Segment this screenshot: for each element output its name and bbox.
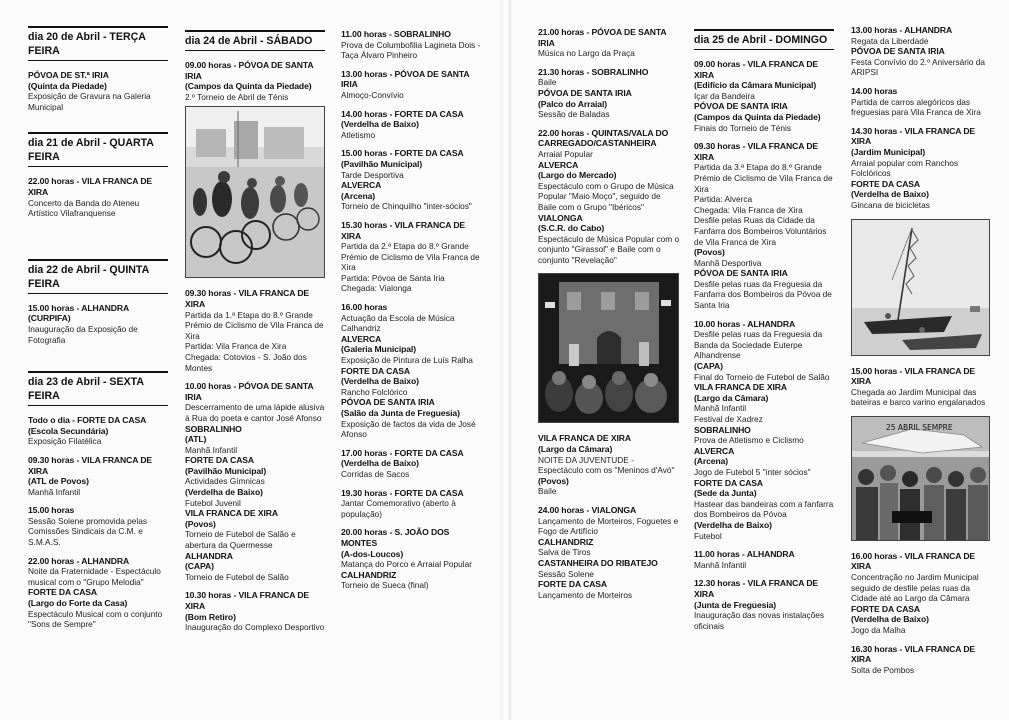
event-time-location: 10.30 horas - VILA FRANCA DE XIRA <box>185 590 310 611</box>
day-heading: dia 22 de Abril - QUINTA FEIRA <box>28 259 168 291</box>
event-location: SOBRALINHO <box>185 423 242 434</box>
event-time-location: 09.30 horas - VILA FRANCA DE XIRA <box>28 454 153 476</box>
event-venue: (Jardim Municipal) <box>851 146 926 157</box>
event-time-location: 21.00 horas - PÓVOA DE SANTA IRIA <box>538 27 667 48</box>
event-description: Desfile pelas ruas da Freguesia da Fanfarra dos Bombeiros da Póvoa de Santa Iria <box>694 278 832 311</box>
event-description: Exposição de Pintura de Luís Ralha <box>341 355 473 366</box>
event-venue: (A-dos-Loucos) <box>341 548 404 559</box>
event-venue: (Palco do Arraial) <box>538 98 608 109</box>
event-description: Matança do Porco e Arraial Popular <box>341 559 472 570</box>
event-description: Solta de Pombos <box>851 664 915 675</box>
event-entry <box>341 448 481 480</box>
event-entry <box>851 366 991 408</box>
event-location: FORTE DA CASA <box>538 579 608 590</box>
event-finish: Chegada: Vila Franca de Xira <box>694 204 803 215</box>
night-concert-photo <box>538 273 679 423</box>
event-description: Desfile pelas Ruas da Cidade da Fanfarra dos Bombeiros Voluntários de Vila Franca de Xira <box>694 215 827 247</box>
day-heading: dia 25 de Abril - DOMINGO <box>694 29 834 47</box>
event-description: Final do Torneio de Futebol de Salão <box>694 371 830 382</box>
event-venue: (Pavilhão Municipal) <box>341 158 423 169</box>
event-description: 2.º Torneio de Abril de Ténis <box>185 91 289 102</box>
event-description: Exposição Filatélica <box>28 436 102 447</box>
event-venue: (Sede da Junta) <box>694 488 757 499</box>
event-venue: (Verdelha de Baixo) <box>341 376 419 387</box>
event-location: FORTE DA CASA <box>341 365 411 376</box>
event-description: Partida de carros alegóricos das freguesias para Vila Franca de Xira <box>851 96 981 118</box>
event-venue: (Arcena) <box>341 190 376 201</box>
event-venue: (Povos) <box>694 247 725 258</box>
event-description: Espectáculo Musical com o conjunto "Sons de Sempre" <box>28 608 163 630</box>
event-description: Salva de Tiros <box>538 547 591 558</box>
event-description: Inauguração do Complexo Desportivo <box>185 622 325 633</box>
event-description: Descerramento de uma lápide alusiva à Rua do poeta e cantor José Afonso <box>185 402 325 423</box>
event-venue: (CAPA) <box>694 361 723 372</box>
event-description: Lançamento de Morteiros <box>538 589 633 600</box>
event-venue: (Largo da Câmara) <box>538 444 613 455</box>
event-location: FORTE DA CASA <box>851 178 921 189</box>
event-description: Lançamento de Morteiros, Foguetes e Fogo de Artifício <box>538 515 679 537</box>
event-location: FORTE DA CASA <box>28 587 98 598</box>
event-venue: (Povos) <box>538 475 569 486</box>
event-venue: (Campos da Quinta da Piedade) <box>694 111 821 122</box>
event-description: Prova de Columbofilia Lagineta Dois - Taça Álvaro Pinheiro <box>341 39 481 61</box>
event-entry <box>28 455 168 497</box>
event-location: FORTE DA CASA <box>851 603 921 614</box>
event-description: Gincana de bicicletas <box>851 199 930 210</box>
event-venue: (Edifício da Câmara Municipal) <box>694 80 817 91</box>
event-venue: (CURPIFA) <box>28 313 71 324</box>
event-venue: (Largo do Mercado) <box>538 170 617 181</box>
page-gutter <box>500 0 510 720</box>
event-entry <box>28 303 168 345</box>
event-description: Exposição de factos da vida de José Afonso <box>341 418 476 440</box>
event-start: Partida: Póvoa de Santa Iria <box>341 272 445 283</box>
event-entry <box>851 25 991 78</box>
event-venue: (S.C.R. do Cabo) <box>538 223 605 234</box>
event-venue: (Escola Secundária) <box>28 425 109 436</box>
left-column-3 <box>341 29 481 599</box>
event-venue: (Galeria Municipal) <box>341 344 416 355</box>
event-description: Manhã Infantil <box>694 403 747 414</box>
event-description: Torneio de Futebol de Salão e abertura da Quermesse <box>185 529 296 551</box>
event-description: Partida da 2.ª Etapa do 8.º Grande Prémio de Ciclismo de Vila Franca de Xira <box>341 241 480 273</box>
event-description: Música no Largo da Praça <box>538 48 635 59</box>
event-description: Festival de Xadrez <box>694 414 763 424</box>
event-description: Atletismo <box>341 129 376 140</box>
event-description: Jogo da Malha <box>851 625 906 636</box>
event-location: VILA FRANCA DE XIRA <box>185 508 278 519</box>
event-description: Inauguração da Exposição de Fotografia <box>28 323 138 345</box>
right-column-1 <box>538 27 680 608</box>
event-description: Jogo de Futebol 5 "inter sócios" <box>694 466 811 477</box>
event-venue: (Verdelha de Baixo) <box>694 519 772 530</box>
event-venue: (Verdelha de Baixo) <box>185 487 263 498</box>
event-venue: (ATL de Povos) <box>28 476 89 487</box>
event-entry <box>341 220 481 294</box>
event-entry <box>28 505 168 547</box>
right-column-2 <box>694 29 834 639</box>
event-time-location: 21.30 horas - SOBRALINHO <box>538 66 649 77</box>
event-start: Partida: Alverca <box>694 194 753 205</box>
event-time-location: 13.00 horas - ALHANDRA <box>851 25 953 35</box>
event-time-location: 15.00 horas - FORTE DA CASA <box>341 148 464 159</box>
cyclists-photo-graphic <box>186 107 324 277</box>
event-description: Torneio de Chinquilho "inter-sócios" <box>341 201 472 212</box>
event-time-location: 15.00 horas - ALHANDRA <box>28 302 130 313</box>
event-entry <box>28 70 168 112</box>
event-location: PÓVOA DE SANTA IRIA <box>694 268 788 279</box>
event-location: VIALONGA <box>538 212 583 223</box>
day-heading: dia 21 de Abril - QUARTA FEIRA <box>28 132 168 164</box>
event-entry <box>694 549 834 570</box>
event-description: NOITE DA JUVENTUDE - Espectáculo com os "Meninos d'Avó" <box>538 454 675 476</box>
event-description: Actuação da Escola de Música Calhandriz <box>341 312 455 334</box>
event-time: 15.00 horas <box>28 505 75 516</box>
event-venue: (Arcena) <box>694 456 729 467</box>
event-location: CASTANHEIRA DO RIBATEJO <box>538 558 658 568</box>
event-entry <box>28 176 168 218</box>
event-description: Arraial popular com Ranchos Folclóricos <box>851 157 958 179</box>
banner-text: 25 ABRIL SEMPRE <box>886 422 953 432</box>
day-heading: dia 23 de Abril - SEXTA FEIRA <box>28 371 168 403</box>
event-entry <box>694 141 834 311</box>
event-description: Arraial Popular <box>538 148 593 159</box>
event-venue: (Salão da Junta de Freguesia) <box>341 408 460 418</box>
event-location: SOBRALINHO <box>694 424 751 435</box>
event-description: Actividades Gímnicas <box>185 476 265 487</box>
event-location: ALVERCA <box>694 445 735 456</box>
crowd-photo-graphic <box>852 417 989 540</box>
event-finish: Chegada: Cotovios - S. João dos Montes <box>185 351 307 373</box>
event-description: Manhã Infantil <box>185 444 238 455</box>
event-description: Sessão de Baladas <box>538 109 610 120</box>
event-venue: (Verdelha de Baixo) <box>851 614 929 625</box>
event-time-location: 24.00 horas - VIALONGA <box>538 505 637 516</box>
event-time-location: Todo o dia - FORTE DA CASA <box>28 415 147 426</box>
boats-regatta-photo <box>851 219 990 356</box>
event-location: FORTE DA CASA <box>185 455 255 466</box>
event-entry <box>341 29 481 61</box>
event-description: Manhã Infantil <box>28 486 81 497</box>
event-description: Corridas de Sacos <box>341 468 410 479</box>
event-time-location: 09.00 horas - PÓVOA DE SANTA IRIA <box>185 60 314 81</box>
event-venue: (Bom Retiro) <box>185 611 236 622</box>
event-entry <box>185 60 325 102</box>
event-entry <box>851 551 991 636</box>
event-location: PÓVOA DE SANTA IRIA <box>851 46 945 57</box>
event-time-location: 09.30 horas - VILA FRANCA DE XIRA <box>185 288 310 309</box>
event-entry <box>538 505 680 600</box>
event-location: VILA FRANCA DE XIRA <box>694 382 787 393</box>
event-location: PÓVOA DE SANTA IRIA <box>341 397 435 408</box>
event-venue: (Junta de Freguesia) <box>694 599 777 610</box>
event-venue: (CAPA) <box>185 561 214 572</box>
event-description: Desfile pelas ruas da Freguesia da Banda da Sociedade Euterpe Alhandrense <box>694 329 823 361</box>
event-time-location: 15.30 horas - VILA FRANCA DE XIRA <box>341 219 466 241</box>
event-description: Futebol Juvenil <box>185 497 241 508</box>
event-entry <box>694 59 834 133</box>
event-venue: (Verdelha de Baixo) <box>341 119 419 130</box>
event-location: ALVERCA <box>341 180 382 191</box>
left-column-1 <box>28 26 168 638</box>
event-location: PÓVOA DE SANTA IRIA <box>694 101 788 112</box>
event-location: FORTE DA CASA <box>694 477 764 488</box>
event-entry <box>28 415 168 447</box>
event-time: 16.00 horas <box>341 302 388 313</box>
event-venue: (Campos da Quinta da Piedade) <box>185 81 312 92</box>
crowd-banner-photo <box>851 416 990 541</box>
event-location: ALVERCA <box>341 333 382 344</box>
event-entry <box>185 288 325 373</box>
event-time-location: 20.00 horas - S. JOÃO DOS MONTES <box>341 527 450 548</box>
event-entry <box>341 527 481 591</box>
event-description: Concentração no Jardim Municipal seguido de desfile pelas ruas da Cidade até ao Largo da Câmara <box>851 572 979 604</box>
event-description: Espectáculo com o Grupo de Música Popular "Maio Moço", seguido de Baile com o Grupo "Ibéricos" <box>538 180 674 212</box>
event-description: Rancho Folclórico <box>341 386 408 397</box>
right-page <box>510 0 1009 720</box>
event-location: CALHANDRIZ <box>341 569 397 580</box>
event-description: Baile <box>538 486 557 497</box>
event-venue: (Verdelha de Baixo) <box>851 189 929 200</box>
event-description: Espectáculo de Música Popular com o conjunto "Girassol" e Baile com o conjunto "Revelação" <box>538 233 680 265</box>
event-entry <box>851 644 991 676</box>
event-description: Noite da Fraternidade - Espectáculo musical com o "Grupo Melodia" <box>28 566 161 587</box>
event-description: Torneio de Sueca (final) <box>341 580 429 591</box>
event-entry <box>538 27 680 59</box>
event-description: Concerto da Banda do Ateneu Artístico Vilafranquense <box>28 197 140 219</box>
day-heading: dia 24 de Abril - SÁBADO <box>185 30 325 48</box>
event-description: Sessão Solene promovida pelas Comissões Sindicais da C.M. e S.M.A.S. <box>28 515 147 548</box>
event-entry <box>28 556 168 630</box>
event-venue: (Verdelha de Baixo) <box>341 458 419 469</box>
event-entry <box>185 590 325 632</box>
event-venue: (ATL) <box>185 434 207 445</box>
event-description: Içar da Bandeira <box>694 90 755 101</box>
event-description: Exposição de Gravura na Galeria Municipal <box>28 91 151 112</box>
event-description: Hastear das bandeiras com a fanfarra dos Bombeiros da Póvoa <box>694 498 834 520</box>
event-entry <box>185 381 325 582</box>
event-description: Inauguração das novas instalações oficinais <box>694 610 825 631</box>
event-location: PÓVOA DE ST.ª IRIA <box>28 70 109 80</box>
event-description: Prova de Atletismo e Ciclismo <box>694 435 804 446</box>
event-description: Sessão Solene <box>538 568 594 579</box>
event-description: Baile <box>538 77 557 88</box>
event-time-location: 10.00 horas - ALHANDRA <box>694 318 796 329</box>
event-description: Regata da Liberdade <box>851 35 929 46</box>
event-venue: (Povos) <box>185 518 216 529</box>
left-page <box>0 0 500 720</box>
event-time-location: 11.00 horas - ALHANDRA <box>694 549 795 560</box>
event-venue: (Pavilhão Municipal) <box>185 465 267 476</box>
event-location: ALVERCA <box>538 159 579 170</box>
event-time-location: 17.00 horas - FORTE DA CASA <box>341 447 464 458</box>
event-time-location: 12.30 horas - VILA FRANCA DE XIRA <box>694 578 819 599</box>
event-description: Finais do Torneio de Ténis <box>694 122 792 133</box>
event-description: Manhã Desportiva <box>694 257 762 268</box>
day-heading: dia 20 de Abril - TERÇA FEIRA <box>28 26 168 58</box>
left-column-2 <box>185 30 325 641</box>
event-time-location: 22.00 horas - VILA FRANCA DE XIRA <box>28 176 153 197</box>
event-description: Manhã Infantil <box>694 559 747 570</box>
event-description: Torneio de Futebol de Salão <box>185 571 289 582</box>
event-entry <box>538 67 680 120</box>
event-location: CALHANDRIZ <box>538 536 594 547</box>
event-location: PÓVOA DE SANTA IRIA <box>538 87 632 98</box>
event-venue: (Largo do Forte da Casa) <box>28 598 128 609</box>
event-time-location: 19.30 horas - FORTE DA CASA <box>341 487 464 498</box>
event-description: Jantar Comemorativo (aberto à população) <box>341 498 456 519</box>
event-description: Partida da 3.ª Etapa do 8.º Grande Prémio de Ciclismo de Vila Franca de Xira <box>694 162 833 194</box>
event-entry <box>341 69 481 101</box>
event-description: Tarde Desportiva <box>341 169 404 180</box>
event-venue: (Quinta da Piedade) <box>28 80 107 91</box>
event-venue: (Largo da Câmara) <box>694 392 769 403</box>
event-entry <box>538 128 680 266</box>
event-time-location: 09.30 horas - VILA FRANCA DE XIRA <box>694 141 819 162</box>
event-time-location: 09.00 horas - VILA FRANCA DE XIRA <box>694 59 819 80</box>
event-time-location: 13.00 horas - PÓVOA DE SANTA IRIA <box>341 68 470 90</box>
event-description: Almoço-Convívio <box>341 89 404 100</box>
event-entry <box>694 578 834 631</box>
event-entry <box>538 433 680 497</box>
event-description: Festa Convívio do 2.º Aniversário da ARIPSI <box>851 56 986 78</box>
event-description: Partida da 1.ª Etapa do 8.º Grande Prémio de Ciclismo de Vila Franca de Xira <box>185 309 324 341</box>
event-entry <box>341 488 481 520</box>
event-time-location: 16.30 horas - VILA FRANCA DE XIRA <box>851 643 976 665</box>
event-location: ALHANDRA <box>185 550 233 561</box>
concert-photo-graphic <box>539 274 678 422</box>
event-entry <box>694 319 834 541</box>
event-time-location: 14.30 horas - VILA FRANCA DE XIRA <box>851 125 976 147</box>
event-entry <box>341 302 481 440</box>
event-entry <box>341 148 481 212</box>
right-column-3 <box>851 25 991 683</box>
event-time-location: 11.00 horas - SOBRALINHO <box>341 29 451 39</box>
event-location: VILA FRANCA DE XIRA <box>538 433 631 444</box>
event-time-location: 22.00 horas - QUINTAS/VALA DO CARREGADO/CASTANHEIRA <box>538 127 669 149</box>
event-description: Chegada ao Jardim Municipal das bateiras e barco varino engalanados <box>851 386 986 408</box>
event-finish: Chegada: Vialonga <box>341 283 412 294</box>
event-time-location: 22.00 horas - ALHANDRA <box>28 555 130 566</box>
event-time-location: 10.00 horas - PÓVOA DE SANTA IRIA <box>185 381 314 402</box>
event-entry <box>851 126 991 211</box>
event-entry <box>851 86 991 118</box>
event-time: 14.00 horas <box>851 85 898 96</box>
event-description: Futebol <box>694 530 722 541</box>
event-time-location: 15.00 horas - VILA FRANCA DE XIRA <box>851 365 976 387</box>
event-entry <box>341 109 481 141</box>
event-time-location: 16.00 horas - VILA FRANCA DE XIRA <box>851 550 976 572</box>
boats-photo-graphic <box>852 220 989 355</box>
event-start: Partida: Vila Franca de Xira <box>185 341 287 352</box>
cyclists-race-photo <box>185 106 325 278</box>
event-time-location: 14.00 horas - FORTE DA CASA <box>341 108 464 119</box>
